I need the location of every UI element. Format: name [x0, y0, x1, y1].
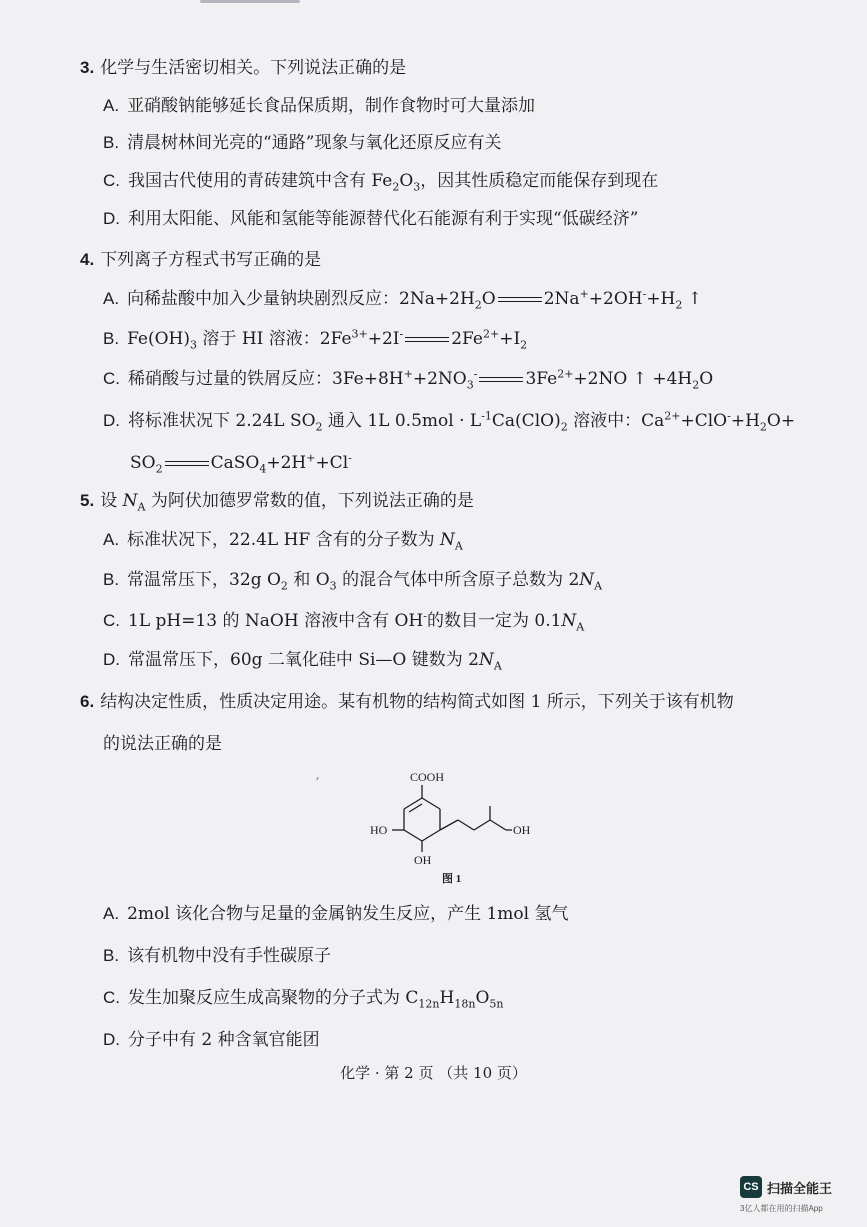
question-4-option-c: C. 稀硝酸与过量的铁屑反应：$3Fe+8H^++2NO_3^-$ $3Fe^{2+}+2NO$ ↑ $+4H_2O$ [103, 367, 714, 392]
question-6-option-c: C. 发生加聚反应生成高聚物的分子式为 $C_{12n}H_{18n}O_{5n}$ [103, 988, 504, 1011]
equals-sign-icon [498, 297, 542, 302]
question-5-stem: 5. 设 $N_A$ 为阿伏加德罗常数的值，下列说法正确的是 [80, 491, 474, 514]
molecule-bonds [392, 785, 512, 852]
equals-sign-icon [479, 377, 523, 382]
question-5-option-d: D. 常温常压下，60g 二氧化硅中 Si—O 键数为 $2N_A$ [103, 650, 502, 673]
equals-sign-icon [165, 461, 209, 466]
top-edge-mark [200, 0, 300, 3]
oh-right-label: OH [513, 823, 531, 837]
question-6-option-b: B. 该有机物中没有手性碳原子 [103, 946, 332, 966]
oh-bottom-label: OH [414, 853, 432, 867]
question-6-stem-line-1: 6. 结构决定性质，性质决定用途。某有机物的结构简式如图 1 所示，下列关于该有机物 [80, 692, 734, 712]
question-3-option-a: A. 亚硝酸钠能够延长食品保质期，制作食物时可大量添加 [103, 96, 536, 116]
watermark-subtitle: 3亿人都在用的扫描App [740, 1204, 823, 1213]
question-6-stem-line-2: 的说法正确的是 [103, 734, 222, 754]
structure-figure [360, 768, 540, 888]
figure-caption: 图 1 [442, 873, 462, 885]
scanner-watermark [740, 1176, 860, 1216]
question-6-option-a: A. 2mol 该化合物与足量的金属钠发生反应，产生 1mol 氢气 [103, 904, 569, 924]
question-4-stem: 4. 下列离子方程式书写正确的是 [80, 250, 322, 270]
watermark-name: 扫描全能王 [767, 1181, 833, 1196]
question-3-option-b: B. 清晨树林间光亮的“通路”现象与氧化还原反应有关 [103, 133, 502, 153]
question-3-option-d: D. 利用太阳能、风能和氢能等能源替代化石能源有利于实现“低碳经济” [103, 209, 639, 229]
page-footer: 化学 · 第 2 页 （共 10 页） [340, 1064, 527, 1082]
question-3-stem: 3. 化学与生活密切相关。下列说法正确的是 [80, 58, 407, 78]
question-4-option-d: D. 将标准状况下 2.24L $SO_2$ 通入 1L $0.5mol \cdot L^{-1}Ca(ClO)_2$ 溶液中：$Ca^{2+}+ClO^-+H_2O+$ [103, 409, 796, 434]
question-4-option-b: B. $Fe(OH)_3$ 溶于 HI 溶液：$2Fe^{3+}+2I^-$ $2Fe^{2+}+I_2$ [103, 327, 528, 352]
scan-speck [316, 777, 318, 780]
question-5-option-a: A. 标准状况下，22.4L HF 含有的分子数为 $N_A$ [103, 530, 463, 553]
cooh-label: COOH [410, 770, 445, 784]
question-4-option-d-continued: $SO_2$ CaSO$_4$+2H++Cl- [130, 451, 352, 476]
question-5-option-c: C. 1L pH=13 的 NaOH 溶液中含有 OH-的数目一定为 $0.1N_A$ [103, 609, 585, 634]
question-6-option-d: D. 分子中有 2 种含氧官能团 [103, 1030, 320, 1050]
camscanner-logo-icon: CS [740, 1176, 762, 1198]
question-5-option-b: B. 常温常压下，32g $O_2$ 和 $O_3$ 的混合气体中所含原子总数为 $2N_A$ [103, 570, 603, 593]
question-4-option-a: A. 向稀盐酸中加入少量钠块剧烈反应：$2Na+2H_2O$ $2Na^++2OH^-+H_2$ ↑ [103, 287, 703, 312]
equals-sign-icon [405, 337, 449, 342]
ho-label: HO [370, 823, 388, 837]
question-3-option-c: C. 我国古代使用的青砖建筑中含有 $Fe_2O_3$，因其性质稳定而能保存到现在 [103, 171, 659, 194]
